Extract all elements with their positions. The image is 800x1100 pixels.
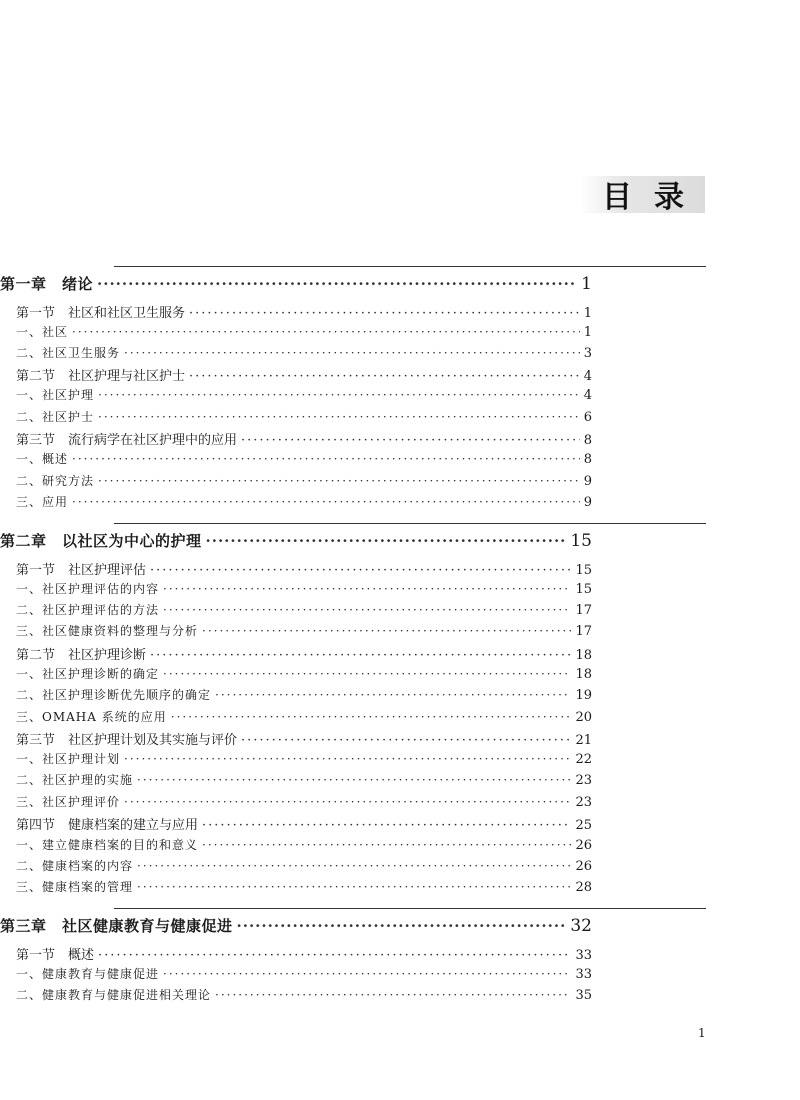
toc-chapter-label: 第一章 绪论 (0, 275, 94, 293)
toc-item-label: 三、应用 (16, 495, 69, 509)
toc-page-number: 18 (575, 667, 592, 682)
dot-leader (97, 275, 577, 293)
dot-leader (215, 688, 571, 702)
chapter-rule (114, 908, 706, 909)
toc-section-row[interactable] (16, 729, 592, 748)
dot-leader (163, 582, 571, 596)
toc-chapter-row[interactable] (0, 530, 592, 551)
dot-leader (124, 795, 571, 809)
toc-page-number: 26 (575, 859, 592, 874)
dot-leader (189, 306, 580, 321)
toc-page-number: 9 (583, 495, 592, 510)
toc-page-number: 25 (575, 818, 592, 833)
toc-page-number: 1 (583, 306, 592, 321)
toc-item-label: 二、社区护理评估的方法 (16, 603, 160, 617)
toc-item-label: 一、社区护理评估的内容 (16, 582, 160, 596)
dot-leader (202, 818, 571, 833)
toc-page-number: 18 (575, 648, 592, 663)
toc-section-label: 第二节 社区护理诊断 (16, 648, 147, 663)
toc-chapter-label: 第二章 以社区为中心的护理 (0, 532, 202, 550)
toc-section-row[interactable] (16, 644, 592, 663)
toc-chapter-label: 第三章 社区健康教育与健康促进 (0, 917, 233, 935)
toc-item-row[interactable] (16, 965, 592, 982)
toc-item-label: 二、社区护理诊断优先顺序的确定 (16, 688, 212, 702)
dot-leader (137, 880, 571, 894)
toc-page-number: 33 (575, 948, 592, 963)
dot-leader (241, 433, 580, 448)
page-title: 目录 (602, 180, 706, 215)
toc-page-number: 20 (575, 710, 592, 725)
toc-item-row[interactable] (16, 601, 592, 618)
dot-leader (171, 710, 572, 724)
toc-item-label: 三、社区健康资料的整理与分析 (16, 624, 199, 638)
toc-page-number: 17 (575, 624, 592, 639)
toc-item-label: 二、社区护理的实施 (16, 773, 134, 787)
toc-page-number: 4 (583, 388, 592, 403)
toc-section-label: 第二节 社区护理与社区护士 (16, 369, 186, 384)
toc-item-row[interactable] (16, 793, 592, 810)
toc-section-row[interactable] (16, 429, 592, 448)
toc-item-label: 三、OMAHA 系统的应用 (16, 710, 167, 724)
toc-section-label: 第一节 社区和社区卫生服务 (16, 306, 186, 321)
toc-item-row[interactable] (16, 580, 592, 597)
toc-section-label: 第一节 社区护理评估 (16, 563, 147, 578)
dot-leader (137, 773, 571, 787)
dot-leader (72, 495, 580, 509)
dot-leader (98, 388, 580, 402)
toc-section-row[interactable] (16, 944, 592, 963)
toc-page-number: 33 (575, 967, 592, 982)
toc-item-label: 二、研究方法 (16, 474, 95, 488)
toc-item-label: 一、健康教育与健康促进 (16, 967, 160, 981)
dot-leader (189, 369, 580, 384)
dot-leader (150, 648, 571, 663)
toc-item-row[interactable] (16, 386, 592, 403)
toc-page-number: 1 (583, 325, 592, 340)
page-number: 1 (698, 1026, 706, 1040)
toc-item-row[interactable] (16, 493, 592, 510)
toc-section-row[interactable] (16, 559, 592, 578)
toc-section-label: 第一节 概述 (16, 948, 95, 963)
dot-leader (202, 624, 571, 638)
toc-page-number: 4 (583, 369, 592, 384)
chapter-rule (114, 266, 706, 267)
toc-page-number: 3 (583, 346, 592, 361)
toc-page-number: 23 (575, 795, 592, 810)
toc-chapter-row[interactable] (0, 273, 592, 294)
dot-leader (163, 667, 571, 681)
toc-item-row[interactable] (16, 450, 592, 467)
toc-item-row[interactable] (16, 665, 592, 682)
dot-leader (202, 838, 571, 852)
toc-item-row[interactable] (16, 344, 592, 361)
toc-page-number: 22 (575, 752, 592, 767)
toc-item-row[interactable] (16, 408, 592, 425)
dot-leader (206, 532, 567, 550)
toc-item-row[interactable] (16, 708, 592, 725)
dot-leader (241, 733, 571, 748)
toc-item-label: 二、社区护士 (16, 410, 95, 424)
toc-item-label: 二、社区卫生服务 (16, 346, 121, 360)
toc-page-number: 15 (575, 582, 592, 597)
toc-page-number: 1 (581, 274, 592, 294)
toc-item-label: 一、社区 (16, 325, 69, 339)
dot-leader (163, 603, 571, 617)
toc-section-label: 第三节 流行病学在社区护理中的应用 (16, 433, 238, 448)
toc-item-label: 二、健康档案的内容 (16, 859, 134, 873)
toc-page-number: 26 (575, 838, 592, 853)
toc-item-label: 三、健康档案的管理 (16, 880, 134, 894)
dot-leader (98, 410, 580, 424)
toc-item-label: 一、社区护理 (16, 388, 95, 402)
dot-leader (124, 346, 580, 360)
toc-item-row[interactable] (16, 836, 592, 853)
toc-section-row[interactable] (16, 365, 592, 384)
toc-item-row[interactable] (16, 750, 592, 767)
toc-section-row[interactable] (16, 302, 592, 321)
toc-item-row[interactable] (16, 771, 592, 788)
toc-page-number: 19 (575, 688, 592, 703)
toc-item-row[interactable] (16, 472, 592, 489)
toc-item-label: 一、社区护理计划 (16, 752, 121, 766)
toc-page-number: 23 (575, 773, 592, 788)
dot-leader (137, 859, 571, 873)
toc-item-row[interactable] (16, 878, 592, 895)
toc-item-label: 三、社区护理评价 (16, 795, 121, 809)
dot-leader (72, 452, 580, 466)
toc-item-label: 一、建立健康档案的目的和意义 (16, 838, 199, 852)
toc-page-number: 15 (570, 531, 592, 551)
dot-leader (124, 752, 571, 766)
dot-leader (72, 325, 580, 339)
toc-page-number: 28 (575, 880, 592, 895)
dot-leader (98, 948, 571, 963)
toc-page-number: 8 (583, 452, 592, 467)
toc-page-number: 8 (583, 433, 592, 448)
toc-item-row[interactable] (16, 323, 592, 340)
toc-page-number: 35 (575, 988, 592, 1003)
dot-leader (163, 967, 571, 981)
dot-leader (215, 988, 571, 1002)
toc-page-number: 15 (575, 563, 592, 578)
dot-leader (237, 917, 567, 935)
toc-item-label: 二、健康教育与健康促进相关理论 (16, 988, 212, 1002)
toc-item-label: 一、概述 (16, 452, 69, 466)
toc-title-banner (580, 176, 705, 213)
toc-page-number: 17 (575, 603, 592, 618)
toc-section-label: 第四节 健康档案的建立与应用 (16, 818, 199, 833)
toc-page-number: 21 (575, 733, 592, 748)
chapter-rule (114, 523, 706, 524)
toc-page-number: 9 (583, 474, 592, 489)
toc-item-row[interactable] (16, 686, 592, 703)
toc-page-number: 32 (570, 916, 592, 936)
toc-page-number: 6 (583, 410, 592, 425)
toc-item-row[interactable] (16, 857, 592, 874)
dot-leader (98, 474, 580, 488)
toc-section-label: 第三节 社区护理计划及其实施与评价 (16, 733, 238, 748)
toc-chapter-row[interactable] (0, 915, 592, 936)
toc-item-row[interactable] (16, 986, 592, 1003)
dot-leader (150, 563, 571, 578)
toc-item-label: 一、社区护理诊断的确定 (16, 667, 160, 681)
toc-item-row[interactable] (16, 622, 592, 639)
toc-section-row[interactable] (16, 814, 592, 833)
